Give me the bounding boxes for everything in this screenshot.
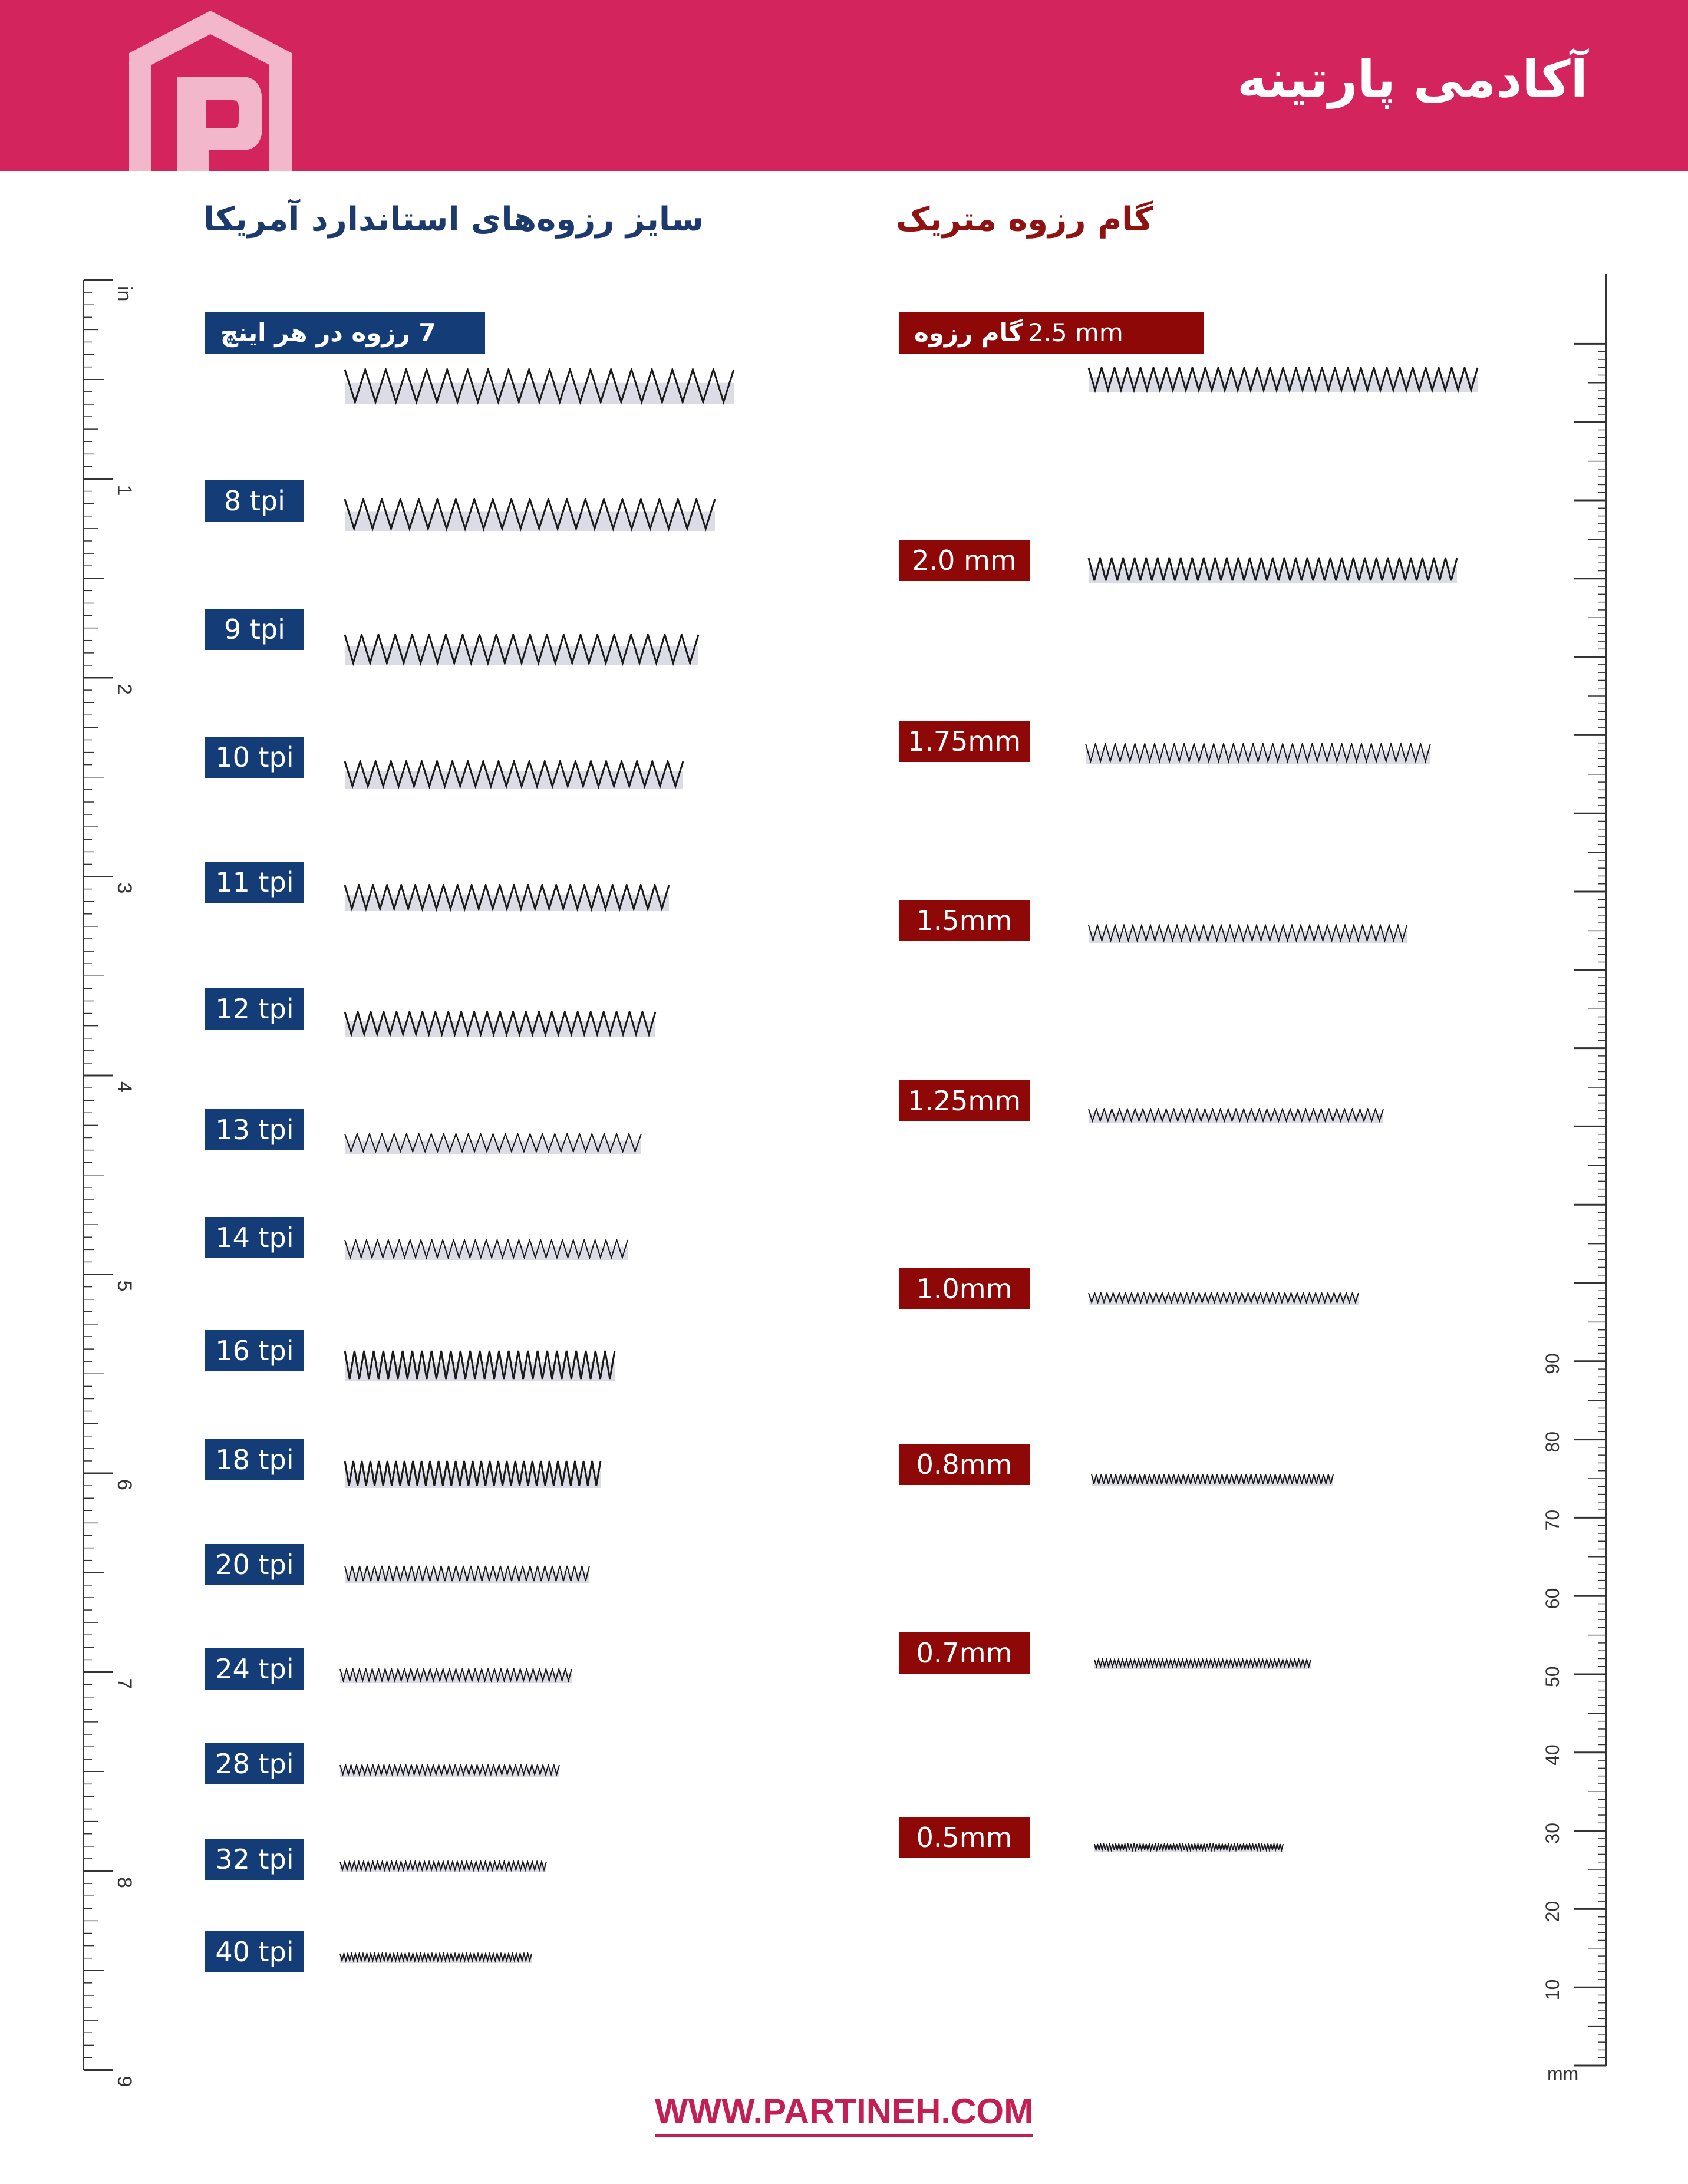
tpi-label: 20 tpi xyxy=(205,1544,304,1585)
thread-pattern-1.0mm xyxy=(1087,1292,1360,1308)
inch-ruler-label: 5 xyxy=(113,1280,136,1292)
metric-first-label-text: گام رزوه xyxy=(914,318,1023,347)
mm-ruler-label: 20 xyxy=(1542,1901,1563,1922)
tpi-label: 11 tpi xyxy=(205,862,304,903)
thread-pattern-40tpi xyxy=(339,1952,533,1967)
mm-ruler-unit: mm xyxy=(1547,2063,1579,2083)
thread-pattern-1.5mm xyxy=(1087,924,1408,946)
mm-ruler-label: 30 xyxy=(1542,1823,1563,1844)
tpi-label: 40 tpi xyxy=(205,1931,304,1972)
thread-pattern-12tpi xyxy=(344,1011,657,1040)
thread-pattern-10tpi xyxy=(344,760,684,792)
us-section-title: سایز رزوه‌های استاندارد آمریکا xyxy=(203,200,704,239)
mm-ruler-label: 60 xyxy=(1542,1588,1563,1609)
inch-ruler-label: 7 xyxy=(113,1678,136,1690)
thread-shadow xyxy=(345,1572,589,1583)
us-first-label xyxy=(205,312,485,354)
inch-ruler xyxy=(71,268,136,2095)
pitch-label: 2.0 mm xyxy=(899,540,1030,581)
pitch-label: 0.7mm xyxy=(899,1632,1030,1674)
inch-ruler-label: 4 xyxy=(113,1081,136,1093)
inch-ruler-label: in xyxy=(113,286,136,302)
thread-pattern-0.8mm xyxy=(1090,1473,1334,1490)
tpi-label: 28 tpi xyxy=(205,1743,304,1784)
inch-ruler-label: 9 xyxy=(113,2076,136,2087)
tpi-label: 9 tpi xyxy=(205,609,304,650)
thread-pattern-9tpi xyxy=(344,634,700,669)
pitch-label: 0.8mm xyxy=(899,1444,1030,1485)
pitch-label: 1.5mm xyxy=(899,900,1030,941)
pitch-label: 1.75mm xyxy=(899,721,1030,762)
mm-ruler-label: 50 xyxy=(1542,1666,1563,1687)
us-first-label-text: 7 رزوه در هر اینچ xyxy=(220,318,436,347)
thread-pattern-32tpi xyxy=(339,1860,548,1876)
inch-ruler-label: 6 xyxy=(113,1479,136,1490)
thread-pattern-2.5mm xyxy=(1087,367,1479,396)
inch-ruler-label: 1 xyxy=(113,484,136,496)
mm-ruler-label: 10 xyxy=(1542,1979,1563,2001)
partineh-logo-icon xyxy=(121,6,301,171)
tpi-label: 16 tpi xyxy=(205,1330,304,1371)
thread-pattern-28tpi xyxy=(339,1764,561,1780)
pitch-label: 1.0mm xyxy=(899,1268,1030,1309)
metric-first-label-value: 2.5 mm xyxy=(1027,318,1123,347)
mm-ruler-label: 80 xyxy=(1542,1431,1563,1453)
academy-title: آکادمی پارتینه xyxy=(1237,50,1588,109)
tpi-label: 24 tpi xyxy=(205,1648,304,1690)
thread-pattern-13tpi xyxy=(344,1133,642,1157)
thread-pattern-0.5mm xyxy=(1093,1843,1284,1856)
thread-pattern-16tpi xyxy=(344,1350,616,1385)
inch-ruler-label: 2 xyxy=(113,684,136,695)
thread-pattern-14tpi xyxy=(344,1239,629,1263)
header-bar xyxy=(0,0,1688,171)
metric-first-label xyxy=(899,312,1204,354)
thread-pattern-8tpi xyxy=(344,498,716,535)
thread-pattern-24tpi xyxy=(339,1668,573,1687)
thread-shadow xyxy=(345,1247,628,1261)
tpi-label: 13 tpi xyxy=(205,1109,304,1150)
inch-ruler-label: 3 xyxy=(113,882,136,894)
mm-ruler-label: 40 xyxy=(1542,1744,1563,1766)
thread-pattern-0.7mm xyxy=(1093,1658,1312,1672)
inch-ruler-label: 8 xyxy=(113,1877,136,1888)
thread-shadow xyxy=(345,512,715,532)
mm-ruler-label: 90 xyxy=(1542,1353,1563,1374)
mm-ruler-label: 70 xyxy=(1542,1509,1563,1531)
thread-pattern-20tpi xyxy=(344,1565,591,1587)
mm-ruler xyxy=(1515,268,1615,2083)
tpi-label: 32 tpi xyxy=(205,1839,304,1880)
thread-pattern-1.75mm xyxy=(1084,743,1432,767)
tpi-label: 18 tpi xyxy=(205,1439,304,1480)
website-url[interactable]: WWW.PARTINEH.COM xyxy=(655,2091,1033,2137)
website-link[interactable] xyxy=(0,2091,1688,2132)
tpi-label: 10 tpi xyxy=(205,737,304,778)
metric-section-title: گام رزوه متریک xyxy=(896,200,1153,239)
pitch-label: 0.5mm xyxy=(899,1817,1030,1858)
tpi-label: 12 tpi xyxy=(205,988,304,1030)
thread-pattern-1.25mm xyxy=(1087,1108,1384,1127)
thread-pattern-2.0mm xyxy=(1087,557,1458,586)
thread-pattern-11tpi xyxy=(344,884,670,915)
pitch-label: 1.25mm xyxy=(899,1080,1030,1121)
thread-pattern-7tpi xyxy=(344,368,735,408)
thread-shadow xyxy=(340,1768,559,1777)
tpi-label: 8 tpi xyxy=(205,480,304,522)
tpi-label: 14 tpi xyxy=(205,1217,304,1258)
thread-pattern-18tpi xyxy=(344,1460,602,1492)
